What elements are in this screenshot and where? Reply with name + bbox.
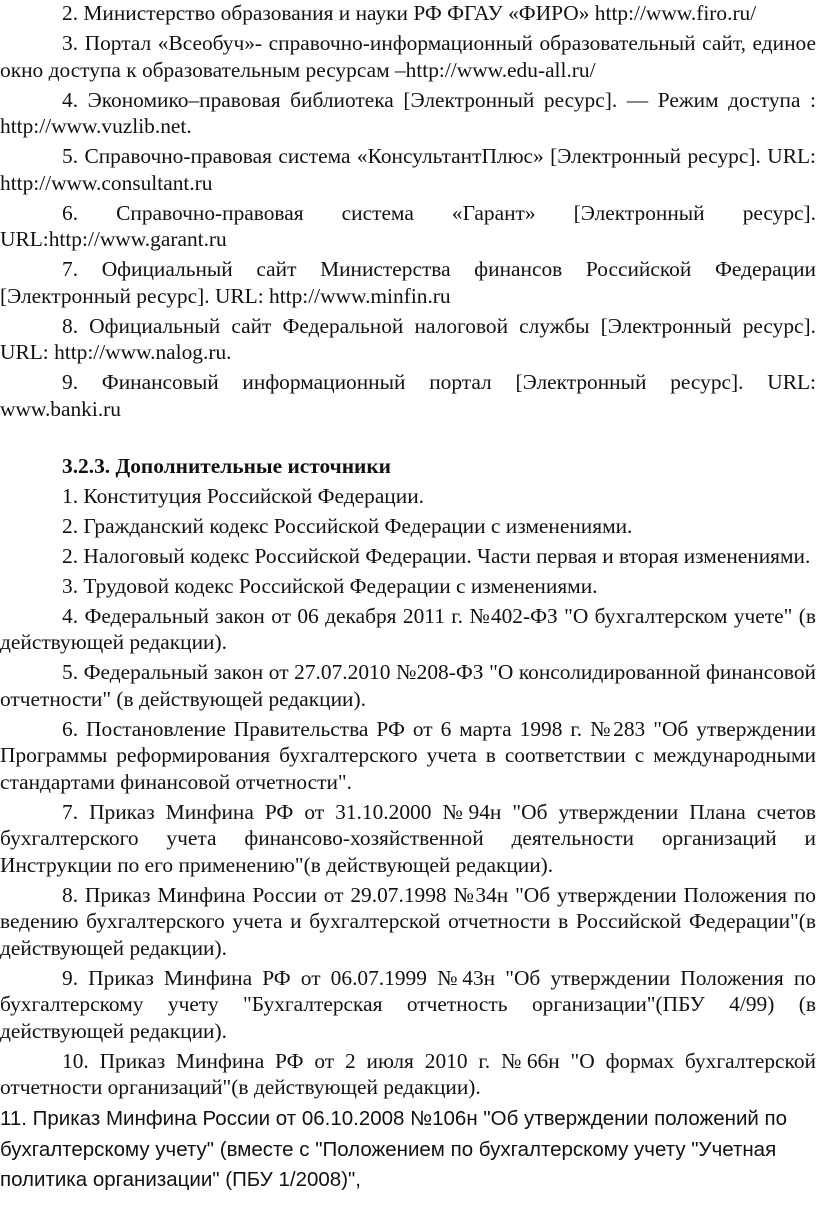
list-item: 6. Постановление Правительства РФ от 6 марта 1998 г. №283 "Об утверждении Программы реформирования бухгалтерского учета в соответствии с международными стандартами финансовой отчетности". — [0, 716, 816, 794]
list-item: 9. Финансовый информационный портал [Электронный ресурс]. URL: www.banki.ru — [0, 370, 816, 421]
list-item: 5. Справочно-правовая система «КонсультантПлюс» [Электронный ресурс]. URL: http://www.consultant.ru — [0, 144, 816, 195]
list-item: 8. Официальный сайт Федеральной налоговой службы [Электронный ресурс]. URL: http://www.nalog.ru. — [0, 313, 816, 364]
list-item: 4. Экономико–правовая библиотека [Электронный ресурс]. — Режим доступа : http://www.vuzlib.net. — [0, 87, 816, 138]
list-item: 9. Приказ Минфина РФ от 06.07.1999 №43н "Об утверждении Положения по бухгалтерскому учету "Бухгалтерская отчетность организации"(ПБУ 4/99) (в действующей редакции). — [0, 965, 816, 1043]
final-list-item: 11. Приказ Минфина России от 06.10.2008 №106н "Об утверждении положений по бухгалтерскому учету" (вместе с "Положением по бухгалтерскому учету "Учетная политика организации" (ПБУ 1/2008)", — [0, 1107, 788, 1191]
section-heading: 3.2.3. Дополнительные источники — [62, 453, 392, 478]
additional-sources-list — [0, 483, 816, 1105]
list-item: 3. Трудовой кодекс Российской Федерации с изменениями. — [62, 573, 598, 598]
list-item: 1. Конституция Российской Федерации. — [62, 483, 424, 508]
list-item: 8. Приказ Минфина России от 29.07.1998 №34н "Об утверждении Положения по ведению бухгалтерского учета и бухгалтерской отчетности в Российской Федерации"(в действующей редакции). — [0, 882, 816, 960]
list-item: 4. Федеральный закон от 06 декабря 2011 г. №402-ФЗ "О бухгалтерском учете" (в действующей редакции). — [0, 603, 816, 654]
list-item: 2. Гражданский кодекс Российской Федерации с изменениями. — [62, 513, 633, 538]
list-item: 7. Приказ Минфина РФ от 31.10.2000 №94н "Об утверждении Плана счетов бухгалтерского учета финансово-хозяйственной деятельности организаций и Инструкции по его применению"(в действующей редакции). — [0, 799, 816, 877]
internet-resources-list — [0, 0, 816, 426]
list-item: 2. Налоговый кодекс Российской Федерации. Части первая и вторая изменениями. — [62, 543, 811, 568]
list-item: 7. Официальный сайт Министерства финансов Российской Федерации [Электронный ресурс]. URL: http://www.minfin.ru — [0, 257, 816, 308]
list-item: 2. Министерство образования и науки РФ ФГАУ «ФИРО» http://www.firo.ru/ — [62, 1, 757, 25]
list-item: 3. Портал «Всеобуч»- справочно-информационный образовательный сайт, единое окно доступа к образовательным ресурсам –http://www.edu-all.ru/ — [0, 31, 816, 82]
list-item: 10. Приказ Минфина РФ от 2 июля 2010 г. №66н "О формах бухгалтерской отчетности организаций"(в действующей редакции). — [0, 1048, 816, 1099]
list-item: 6. Справочно-правовая система «Гарант» [Электронный ресурс]. URL:http://www.garant.ru — [0, 200, 816, 251]
list-item: 5. Федеральный закон от 27.07.2010 №208-ФЗ "О консолидированной финансовой отчетности" (в действующей редакции). — [0, 660, 816, 711]
